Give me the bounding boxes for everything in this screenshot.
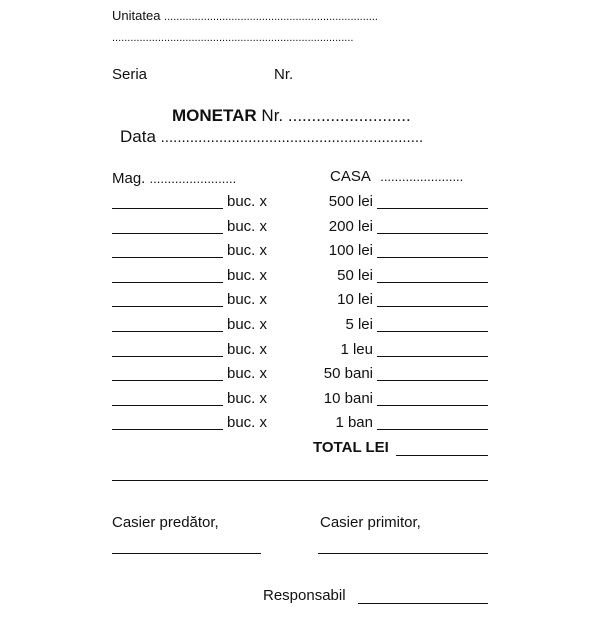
amount-line[interactable] xyxy=(377,208,488,209)
seria-label: Seria xyxy=(112,66,148,83)
denomination-label: 100 lei xyxy=(328,242,373,259)
casa-label: CASA xyxy=(330,168,371,185)
amount-line[interactable] xyxy=(377,233,488,234)
quantity-line[interactable] xyxy=(112,356,223,357)
responsabil-signature-line[interactable] xyxy=(358,603,488,604)
unitatea-label: Unitatea ...................................................................... xyxy=(112,8,378,23)
unit-label: buc. x xyxy=(227,193,268,210)
quantity-line[interactable] xyxy=(112,380,223,381)
unit-label: buc. x xyxy=(227,242,268,259)
casier-primitor-label: Casier primitor, xyxy=(320,514,421,531)
denomination-label: 200 lei xyxy=(328,218,373,235)
unit-label: buc. x xyxy=(227,390,268,407)
unit-label: buc. x xyxy=(227,291,268,308)
unit-label: buc. x xyxy=(227,414,268,431)
quantity-line[interactable] xyxy=(112,306,223,307)
casier-predator-signature-line[interactable] xyxy=(112,553,261,554)
amount-line[interactable] xyxy=(377,306,488,307)
denomination-label: 10 lei xyxy=(337,291,373,308)
quantity-line[interactable] xyxy=(112,429,223,430)
casa-header xyxy=(330,168,463,185)
unit-label: buc. x xyxy=(227,218,268,235)
responsabil-label: Responsabil xyxy=(263,587,346,604)
quantity-line[interactable] xyxy=(112,331,223,332)
denomination-label: 50 lei xyxy=(337,267,373,284)
separator-line xyxy=(112,480,488,481)
quantity-line[interactable] xyxy=(112,208,223,209)
unitatea-dots: ...................................................................... xyxy=(164,11,378,23)
mag-label: Mag. xyxy=(112,170,146,187)
mag-dots: ........................ xyxy=(149,171,237,186)
unit-label: buc. x xyxy=(227,341,268,358)
denomination-label: 500 lei xyxy=(328,193,373,210)
monetar-title xyxy=(172,106,411,126)
casier-primitor-signature-line[interactable] xyxy=(318,553,488,554)
denomination-label: 10 bani xyxy=(323,390,373,407)
amount-line[interactable] xyxy=(377,282,488,283)
nr-label: Nr. xyxy=(274,66,294,83)
data-dots: ............................................................... xyxy=(160,129,424,146)
amount-line[interactable] xyxy=(377,356,488,357)
amount-line[interactable] xyxy=(377,405,488,406)
data-label: Data xyxy=(120,127,156,146)
denomination-label: 1 ban xyxy=(335,414,373,431)
monetar-word: MONETAR xyxy=(172,106,257,125)
unit-label: buc. x xyxy=(227,316,268,333)
data-line xyxy=(120,127,423,147)
amount-line[interactable] xyxy=(377,380,488,381)
quantity-line[interactable] xyxy=(112,257,223,258)
mag-header xyxy=(112,170,236,187)
total-label: TOTAL LEI xyxy=(313,439,389,456)
quantity-line[interactable] xyxy=(112,233,223,234)
casa-dots: ....................... xyxy=(380,169,464,184)
quantity-line[interactable] xyxy=(112,282,223,283)
denomination-label: 50 bani xyxy=(323,365,373,382)
monetar-nr-dots: .......................... xyxy=(287,106,411,125)
total-line[interactable] xyxy=(396,455,488,456)
amount-line[interactable] xyxy=(377,429,488,430)
unit-label: buc. x xyxy=(227,267,268,284)
quantity-line[interactable] xyxy=(112,405,223,406)
amount-line[interactable] xyxy=(377,257,488,258)
monetar-nr-label: Nr. xyxy=(261,106,284,125)
unit-label: buc. x xyxy=(227,365,268,382)
denomination-label: 1 leu xyxy=(340,341,373,358)
casier-predator-label: Casier predător, xyxy=(112,514,219,531)
amount-line[interactable] xyxy=(377,331,488,332)
denomination-label: 5 lei xyxy=(345,316,373,333)
unitatea-dots-line2: ............................................................................... xyxy=(112,32,354,44)
